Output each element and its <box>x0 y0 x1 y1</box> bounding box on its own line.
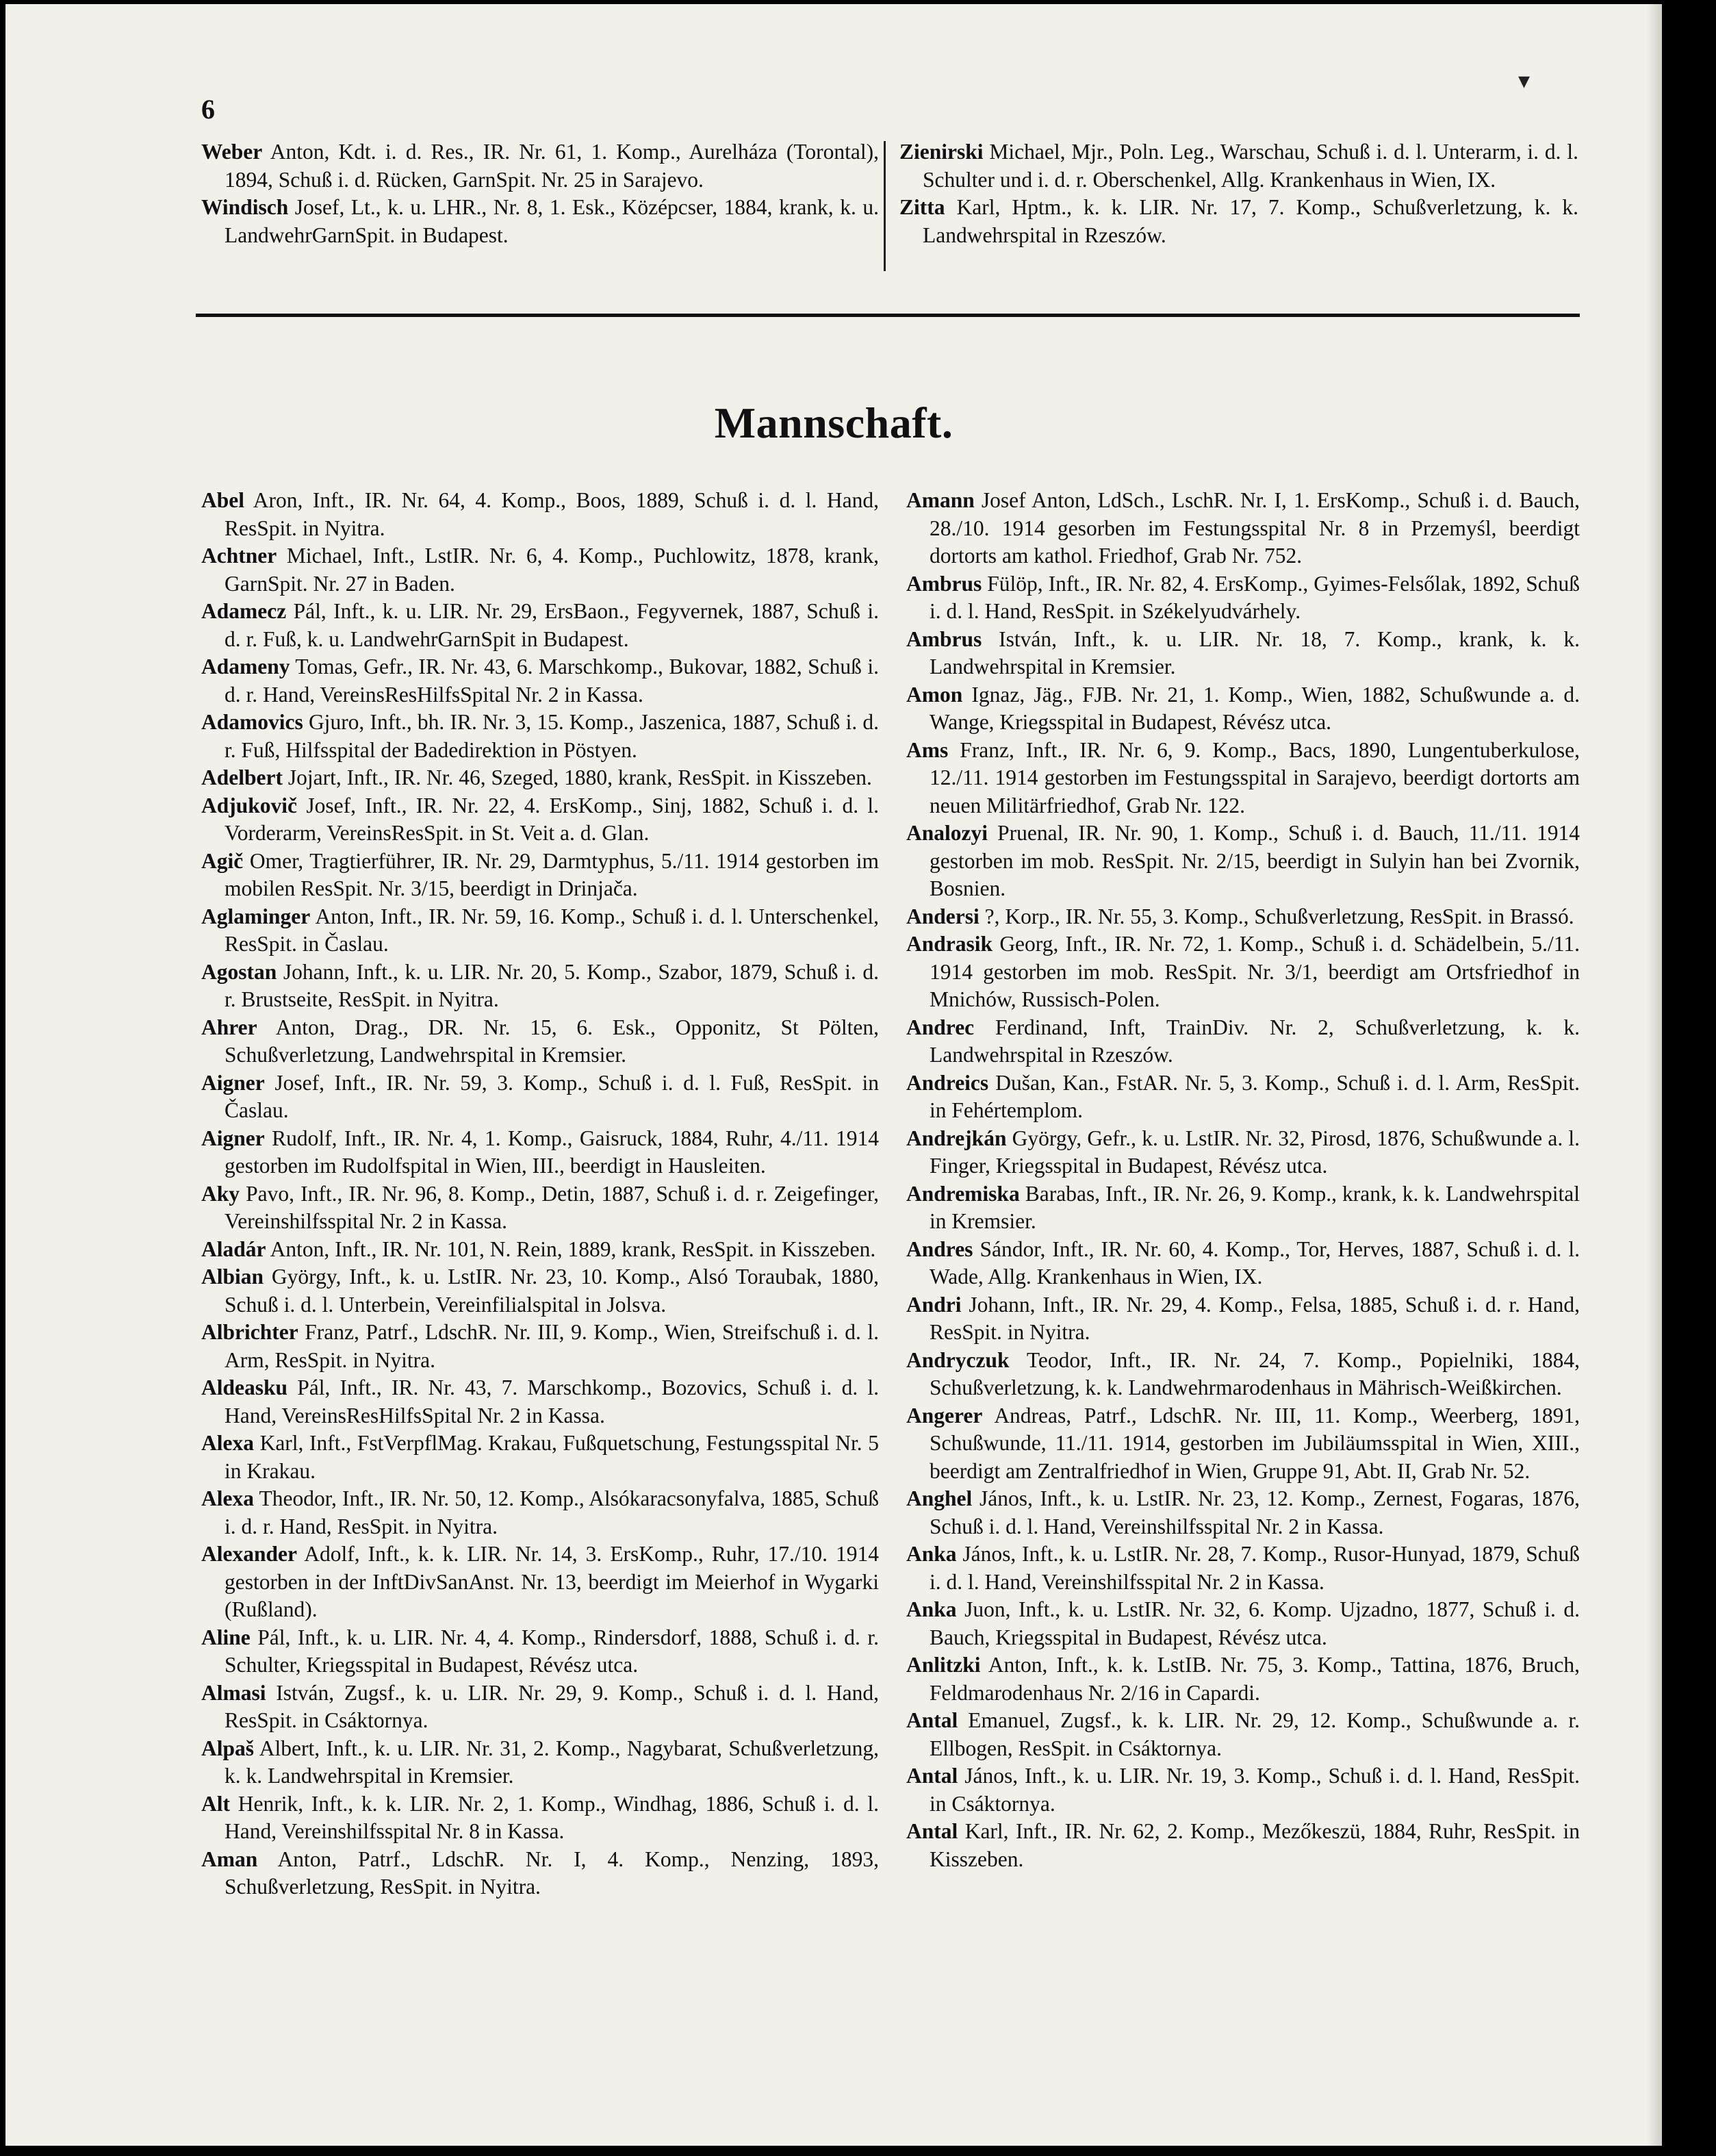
page-number: 6 <box>201 94 215 125</box>
list-item <box>906 487 1580 570</box>
officers-section <box>5 138 1662 313</box>
list-item <box>906 820 1580 903</box>
list-item <box>906 1707 1580 1762</box>
entry-details: Sándor, Inft., IR. Nr. 60, 4. Komp., Tor, Herves, 1887, Schuß i. d. l. Wade, Allg. Krankenhaus in Wien, IX. <box>930 1236 1580 1289</box>
list-item <box>906 1651 1580 1707</box>
entry-details: Ignaz, Jäg., FJB. Nr. 21, 1. Komp., Wien, 1882, Schußwunde a. d. Wange, Kriegsspital in Budapest, Révész utca. <box>930 682 1580 734</box>
entry-surname: Aldeasku <box>201 1375 288 1399</box>
entry-surname: Antal <box>906 1819 958 1843</box>
entry-details: Albert, Inft., k. u. LIR. Nr. 31, 2. Komp., Nagybarat, Schußverletzung, k. k. Landwehrspital in Kremsier. <box>225 1736 879 1788</box>
list-item <box>906 1762 1580 1818</box>
entry-details: Pál, Inft., k. u. LIR. Nr. 29, ErsBaon., Fegyvernek, 1887, Schuß i. d. r. Fuß, k. u. LandwehrGarnSpit in Budapest. <box>225 599 879 651</box>
list-item <box>201 1319 879 1374</box>
entry-details: Dušan, Kan., FstAR. Nr. 5, 3. Komp., Schuß i. d. l. Arm, ResSpit. in Fehértemplom. <box>930 1070 1580 1122</box>
entry-surname: Andreics <box>906 1070 989 1095</box>
list-item <box>201 764 879 792</box>
section-rule <box>196 314 1580 317</box>
entry-details: Franz, Inft., IR. Nr. 6, 9. Komp., Bacs, 1890, Lungentuberkulose, 12./11. 1914 gestorben im Festungsspital in Sarajevo, beerdigt dortorts am neuen Militärfriedhof, Grab Nr. 122. <box>930 737 1580 817</box>
entry-surname: Agič <box>201 848 244 873</box>
entry-details: ?, Korp., IR. Nr. 55, 3. Komp., Schußverletzung, ResSpit. in Brassó. <box>984 904 1574 928</box>
entry-details: Adolf, Inft., k. k. LIR. Nr. 14, 3. ErsKomp., Ruhr, 17./10. 1914 gestorben in der InftDivSanAnst. Nr. 13, beerdigt im Meierhof in Wygarki (Rußland). <box>225 1542 879 1621</box>
entry-details: Barabas, Inft., IR. Nr. 26, 9. Komp., krank, k. k. Landwehrspital in Kremsier. <box>930 1181 1580 1233</box>
entry-details: Georg, Inft., IR. Nr. 72, 1. Komp., Schuß i. d. Schädelbein, 5./11. 1914 gestorben im mob. ResSpit. Nr. 3/1, beerdigt am Ortsfriedhof in Mnichów, Russisch-Polen. <box>930 932 1580 1011</box>
list-item <box>201 903 879 959</box>
entry-surname: Ambrus <box>906 571 982 596</box>
entry-surname: Ams <box>906 737 949 762</box>
entry-surname: Ambrus <box>906 626 982 651</box>
entry-details: Emanuel, Zugsf., k. k. LIR. Nr. 29, 12. Komp., Schußwunde a. r. Ellbogen, ResSpit. in Csáktornya. <box>930 1708 1580 1760</box>
entry-details: Anton, Inft., IR. Nr. 101, N. Rein, 1889, krank, ResSpit. in Kisszeben. <box>270 1236 876 1261</box>
entry-surname: Agostan <box>201 959 277 984</box>
list-item <box>201 1236 879 1264</box>
entry-details: Pál, Inft., k. u. LIR. Nr. 4, 4. Komp., Rindersdorf, 1888, Schuß i. d. r. Schulter, Kriegsspital in Budapest, Révész utca. <box>225 1625 879 1677</box>
list-item <box>201 1374 879 1430</box>
entry-surname: Almasi <box>201 1680 266 1705</box>
entry-surname: Alexander <box>201 1542 297 1566</box>
list-item <box>201 194 879 249</box>
entry-details: Aron, Inft., IR. Nr. 64, 4. Komp., Boos, 1889, Schuß i. d. l. Hand, ResSpit. in Nyitra. <box>225 488 879 540</box>
entry-details: Pavo, Inft., IR. Nr. 96, 8. Komp., Detin, 1887, Schuß i. d. r. Zeigefinger, Vereinshilfsspital Nr. 2 in Kassa. <box>225 1181 880 1233</box>
entry-surname: Andryczuk <box>906 1347 1010 1372</box>
entry-details: Johann, Inft., k. u. LIR. Nr. 20, 5. Komp., Szabor, 1879, Schuß i. d. r. Brustseite, ResSpit. in Nyitra. <box>225 959 879 1011</box>
list-item <box>906 1818 1580 1873</box>
officers-column-left <box>201 138 879 249</box>
list-item <box>906 930 1580 1014</box>
entry-surname: Antal <box>906 1708 958 1732</box>
list-item <box>906 570 1580 626</box>
entry-surname: Zienirski <box>899 140 984 164</box>
list-item <box>906 1236 1580 1291</box>
entry-details: Tomas, Gefr., IR. Nr. 43, 6. Marschkomp., Bukovar, 1882, Schuß i. d. r. Hand, VereinsResHilfsSpital Nr. 2 in Kassa. <box>225 655 879 707</box>
entry-details: Josef Anton, LdSch., LschR. Nr. I, 1. ErsKomp., Schuß i. d. Bauch, 28./10. 1914 gesorben im Festungsspital Nr. 8 in Przemyśl, beerdigt dortorts am kathol. Friedhof, Grab Nr. 752. <box>930 488 1580 568</box>
entry-details: Andreas, Patrf., LdschR. Nr. III, 11. Komp., Weerberg, 1891, Schußwunde, 11./11. 1914, gestorben im Jubiläumsspital in Wien, XIII., beerdigt am Zentralfriedhof in Wien, Gruppe 91, Abt. II, Grab Nr. 52. <box>930 1403 1580 1483</box>
list-item <box>906 1596 1580 1651</box>
entry-surname: Aladár <box>201 1236 266 1261</box>
entry-surname: Amann <box>906 488 975 512</box>
list-item <box>906 1347 1580 1402</box>
entry-details: Rudolf, Inft., IR. Nr. 4, 1. Komp., Gaisruck, 1884, Ruhr, 4./11. 1914 gestorben im Rudolfspital in Wien, III., beerdigt in Hausleiten. <box>225 1126 879 1178</box>
list-item <box>201 1485 879 1540</box>
list-item <box>201 598 879 653</box>
entry-details: János, Inft., k. u. LIR. Nr. 19, 3. Komp., Schuß i. d. l. Hand, ResSpit. in Csáktornya. <box>930 1764 1580 1816</box>
entry-details: István, Inft., k. u. LIR. Nr. 18, 7. Komp., krank, k. k. Landwehrspital in Kremsier. <box>930 626 1580 678</box>
entry-surname: Albrichter <box>201 1320 298 1344</box>
entry-surname: Andri <box>906 1292 962 1317</box>
entry-details: János, Inft., k. u. LstIR. Nr. 23, 12. Komp., Zernest, Fogaras, 1876, Schuß i. d. l. Hand, Vereinshilfsspital Nr. 2 in Kassa. <box>930 1486 1580 1538</box>
entry-details: Josef, Inft., IR. Nr. 22, 4. ErsKomp., Sinj, 1882, Schuß i. d. l. Vorderarm, VereinsResSpit. in St. Veit a. d. Glan. <box>225 793 879 845</box>
entry-details: István, Zugsf., k. u. LIR. Nr. 29, 9. Komp., Schuß i. d. l. Hand, ResSpit. in Csáktornya. <box>225 1680 879 1732</box>
entry-details: János, Inft., k. u. LstIR. Nr. 28, 7. Komp., Rusor-Hunyad, 1879, Schuß i. d. l. Hand, Vereinshilfsspital Nr. 2 in Kassa. <box>930 1542 1580 1594</box>
list-item <box>899 138 1578 194</box>
entry-surname: Abel <box>201 488 244 512</box>
entry-surname: Adamovics <box>201 710 303 734</box>
list-item <box>201 1014 879 1069</box>
list-item <box>906 1540 1580 1596</box>
scanned-page <box>5 4 1662 2146</box>
entry-surname: Zitta <box>899 195 945 219</box>
entry-details: Anton, Inft., k. k. LstIB. Nr. 75, 3. Komp., Tattina, 1876, Bruch, Feldmarodenhaus Nr. 2/16 in Capardi. <box>930 1653 1580 1705</box>
entry-details: Pál, Inft., IR. Nr. 43, 7. Marschkomp., Bozovics, Schuß i. d. l. Hand, VereinsResHilfsSpital Nr. 2 in Kassa. <box>225 1375 879 1428</box>
entry-surname: Aman <box>201 1847 258 1871</box>
entry-details: Karl, Hptm., k. k. LIR. Nr. 17, 7. Komp., Schußverletzung, k. k. Landwehrspital in Rzeszów. <box>923 195 1579 247</box>
entry-surname: Alt <box>201 1791 230 1816</box>
entry-details: Omer, Tragtierführer, IR. Nr. 29, Darmtyphus, 5./11. 1914 gestorben im mobilen ResSpit. Nr. 3/15, beerdigt in Drinjača. <box>225 848 879 900</box>
entry-details: Josef, Inft., IR. Nr. 59, 3. Komp., Schuß i. d. l. Fuß, ResSpit. in Časlau. <box>225 1070 880 1122</box>
list-item <box>899 194 1578 249</box>
column-divider <box>884 141 886 271</box>
entry-surname: Aigner <box>201 1070 265 1095</box>
entry-details: György, Inft., k. u. LstIR. Nr. 23, 10. Komp., Alsó Toraubak, 1880, Schuß i. d. l. Unterbein, Vereinfilialspital in Jolsva. <box>225 1265 879 1317</box>
entry-surname: Windisch <box>201 195 289 219</box>
entry-details: Henrik, Inft., k. k. LIR. Nr. 2, 1. Komp., Windhag, 1886, Schuß i. d. l. Hand, Vereinshilfsspital Nr. 8 in Kassa. <box>225 1791 879 1843</box>
entry-details: Anton, Inft., IR. Nr. 59, 16. Komp., Schuß i. d. l. Unterschenkel, ResSpit. in Časlau. <box>225 904 879 956</box>
entry-details: Juon, Inft., k. u. LstIR. Nr. 32, 6. Komp. Ujzadno, 1877, Schuß i. d. Bauch, Kriegsspital in Budapest, Révész utca. <box>930 1597 1580 1649</box>
entry-surname: Adameny <box>201 655 290 678</box>
list-item <box>906 1485 1580 1540</box>
entry-surname: Andrasik <box>906 932 993 956</box>
entry-surname: Aglaminger <box>201 904 311 928</box>
entry-surname: Alexa <box>201 1431 254 1455</box>
entry-surname: Alpaš <box>201 1736 255 1760</box>
officers-column-right <box>899 138 1578 249</box>
entry-surname: Anghel <box>906 1486 973 1510</box>
enlisted-column-right <box>906 487 1580 1873</box>
entry-surname: Andrejkán <box>906 1126 1007 1150</box>
entry-surname: Andersi <box>906 904 979 928</box>
entry-surname: Antal <box>906 1764 958 1788</box>
list-item <box>906 1291 1580 1347</box>
list-item <box>201 709 879 764</box>
entry-surname: Ahrer <box>201 1015 257 1039</box>
list-item <box>201 1430 879 1485</box>
entry-details: Anton, Drag., DR. Nr. 15, 6. Esk., Opponitz, St Pölten, Schußverletzung, Landwehrspital in Kremsier. <box>225 1015 879 1067</box>
list-item <box>906 1180 1580 1236</box>
enlisted-column-left <box>201 487 879 1901</box>
entry-details: Gjuro, Inft., bh. IR. Nr. 3, 15. Komp., Jaszenica, 1887, Schuß i. d. r. Fuß, Hilfsspital der Badedirektion in Pöstyen. <box>225 710 879 762</box>
list-item <box>906 1402 1580 1486</box>
list-item <box>906 681 1580 737</box>
list-item <box>201 959 879 1014</box>
entry-surname: Andres <box>906 1236 973 1261</box>
list-item <box>201 1624 879 1679</box>
list-item <box>906 1069 1580 1125</box>
entry-surname: Andremiska <box>906 1181 1020 1206</box>
entry-surname: Adelbert <box>201 765 283 789</box>
entry-surname: Anlitzki <box>906 1653 981 1677</box>
section-title: Mannschaft. <box>714 398 953 447</box>
list-item <box>201 1180 879 1236</box>
list-item <box>201 487 879 542</box>
entry-details: Josef, Lt., k. u. LHR., Nr. 8, 1. Esk., Középcser, 1884, krank, k. u. LandwehrGarnSpit. in Budapest. <box>225 195 879 247</box>
entry-surname: Adamecz <box>201 599 287 623</box>
list-item <box>201 1540 879 1624</box>
list-item <box>906 737 1580 820</box>
entry-details: Johann, Inft., IR. Nr. 29, 4. Komp., Felsa, 1885, Schuß i. d. r. Hand, ResSpit. in Nyitra. <box>930 1292 1580 1344</box>
entry-surname: Albian <box>201 1265 264 1289</box>
entry-surname: Andrec <box>906 1015 975 1039</box>
entry-surname: Anka <box>906 1542 957 1566</box>
list-item <box>201 792 879 848</box>
entry-details: Anton, Kdt. i. d. Res., IR. Nr. 61, 1. Komp., Aurelháza (Torontal), 1894, Schuß i. d. Rücken, GarnSpit. Nr. 25 in Sarajevo. <box>225 140 879 192</box>
list-item <box>201 1679 879 1735</box>
list-item <box>201 542 879 598</box>
list-item <box>201 1263 879 1319</box>
entry-surname: Angerer <box>906 1403 983 1428</box>
list-item <box>906 626 1580 681</box>
entry-details: Jojart, Inft., IR. Nr. 46, Szeged, 1880, krank, ResSpit. in Kisszeben. <box>287 765 872 789</box>
list-item <box>201 1846 879 1901</box>
corner-mark: ▾ <box>1518 68 1531 94</box>
entry-surname: Amon <box>906 682 963 707</box>
entry-details: Karl, Inft., IR. Nr. 62, 2. Komp., Mezőkeszü, 1884, Ruhr, ResSpit. in Kisszeben. <box>930 1819 1580 1871</box>
entry-details: Michael, Mjr., Poln. Leg., Warschau, Schuß i. d. l. Unterarm, i. d. l. Schulter und i. d. r. Oberschenkel, Allg. Krankenhaus in Wien, IX. <box>923 140 1578 192</box>
entry-surname: Weber <box>201 140 263 164</box>
entry-surname: Aky <box>201 1181 240 1206</box>
entry-details: Pruenal, IR. Nr. 90, 1. Komp., Schuß i. d. Bauch, 11./11. 1914 gestorben im mob. ResSpit. Nr. 2/15, beerdigt in Sulyin han bei Zvornik, Bosnien. <box>930 821 1580 900</box>
entry-details: Karl, Inft., FstVerpflMag. Krakau, Fußquetschung, Festungsspital Nr. 5 in Krakau. <box>225 1431 879 1483</box>
entry-details: Anton, Patrf., LdschR. Nr. I, 4. Komp., Nenzing, 1893, Schußverletzung, ResSpit. in Nyitra. <box>225 1847 879 1899</box>
entry-surname: Aigner <box>201 1126 265 1150</box>
entry-details: Michael, Inft., LstIR. Nr. 6, 4. Komp., Puchlowitz, 1878, krank, GarnSpit. Nr. 27 in Baden. <box>225 544 879 596</box>
list-item <box>201 653 879 709</box>
entry-surname: Aline <box>201 1625 251 1649</box>
entry-details: Teodor, Inft., IR. Nr. 24, 7. Komp., Popielniki, 1884, Schußverletzung, k. k. Landwehrmarodenhaus in Mährisch-Weißkirchen. <box>930 1347 1580 1399</box>
entry-surname: Alexa <box>201 1486 254 1510</box>
list-item <box>201 848 879 903</box>
list-item <box>906 903 1580 931</box>
list-item <box>906 1125 1580 1180</box>
entry-details: Ferdinand, Inft, TrainDiv. Nr. 2, Schußverletzung, k. k. Landwehrspital in Rzeszów. <box>930 1015 1580 1067</box>
list-item <box>201 1125 879 1180</box>
entry-details: György, Gefr., k. u. LstIR. Nr. 32, Pirosd, 1876, Schußwunde a. l. Finger, Kriegsspital in Budapest, Révész utca. <box>930 1126 1580 1178</box>
list-item <box>906 1014 1580 1069</box>
entry-details: Fülöp, Inft., IR. Nr. 82, 4. ErsKomp., Gyimes-Felsőlak, 1892, Schuß i. d. l. Hand, ResSpit. in Székelyudvárhely. <box>930 571 1580 623</box>
entry-surname: Analozyi <box>906 821 988 845</box>
entry-surname: Anka <box>906 1597 957 1621</box>
entry-surname: Achtner <box>201 544 277 568</box>
list-item <box>201 1790 879 1846</box>
entry-details: Theodor, Inft., IR. Nr. 50, 12. Komp., Alsókaracsonyfalva, 1885, Schuß i. d. r. Hand, ResSpit. in Nyitra. <box>225 1486 879 1538</box>
entry-surname: Adjukovič <box>201 793 298 817</box>
entry-details: Franz, Patrf., LdschR. Nr. III, 9. Komp., Wien, Streifschuß i. d. l. Arm, ResSpit. in Nyitra. <box>225 1320 879 1372</box>
list-item <box>201 1735 879 1790</box>
list-item <box>201 1069 879 1125</box>
list-item <box>201 138 879 194</box>
